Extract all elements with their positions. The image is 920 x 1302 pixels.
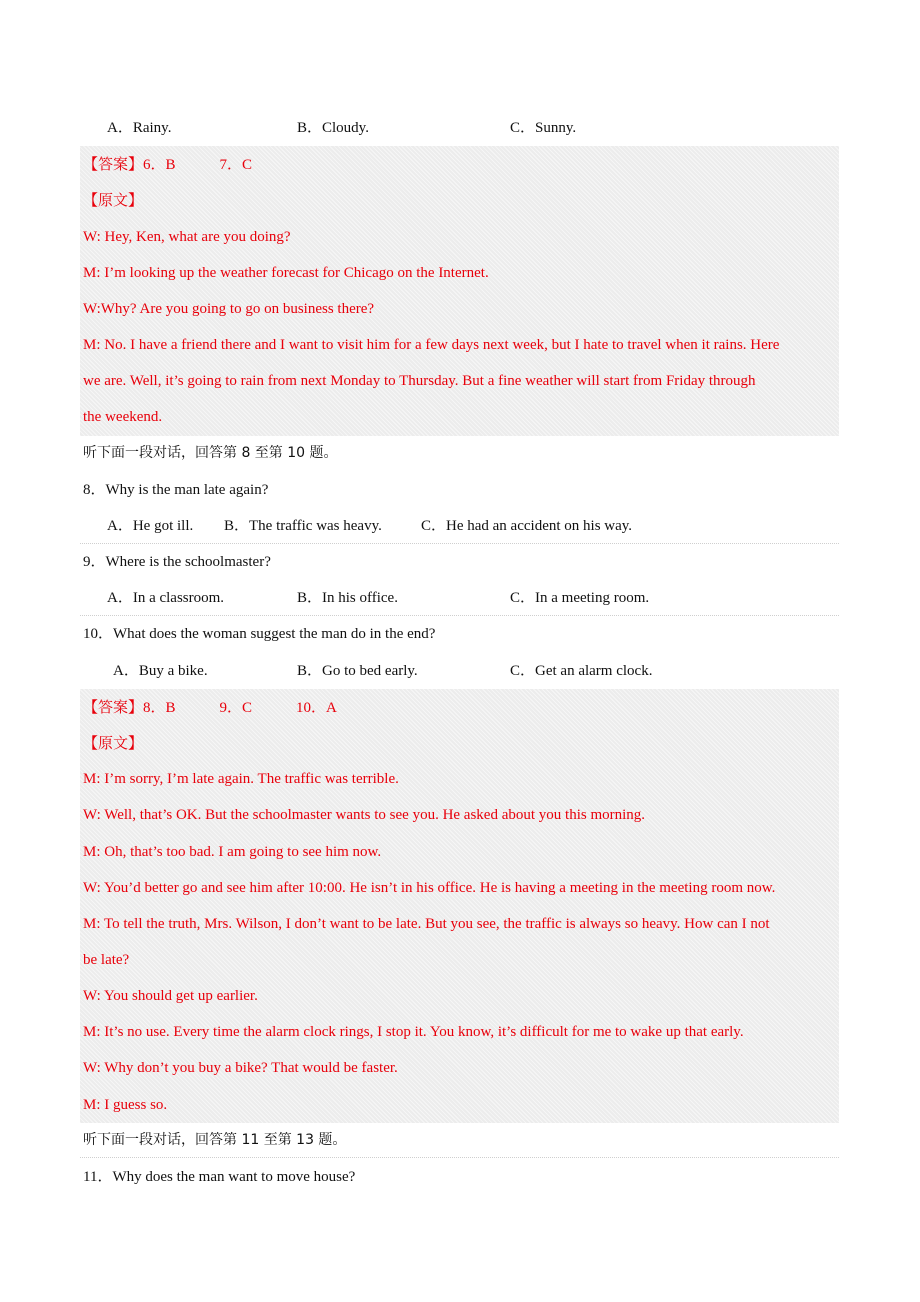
- answer-9: 9．C: [219, 700, 253, 716]
- transcript-line: W: You’d better go and see him after 10:00. He isn’t in his office. He is having a meeting in the meeting room now.: [83, 880, 776, 896]
- transcript-line: M: It’s no use. Every time the alarm clock rings, I stop it. You know, it’s difficult for me to wake up that early.: [83, 1024, 744, 1040]
- question-8: 8．Why is the man late again?: [83, 482, 269, 498]
- transcript-line: W: You should get up earlier.: [83, 988, 258, 1004]
- transcript-line: be late?: [83, 952, 130, 968]
- divider: [80, 615, 839, 616]
- transcript-line: M: I’m sorry, I’m late again. The traffic was terrible.: [83, 771, 399, 787]
- option-c: C．Sunny.: [510, 120, 577, 136]
- answer-line: [83, 697, 337, 718]
- answer-8: 8．B: [143, 700, 176, 716]
- option-a: A．Rainy.: [107, 120, 172, 136]
- answer-10: 10．A: [296, 700, 337, 716]
- option-b: B．The traffic was heavy.: [224, 518, 382, 534]
- transcript-line: W: Hey, Ken, what are you doing?: [83, 229, 291, 245]
- section-instruction: 听下面一段对话，回答第 11 至第 13 题。: [83, 1132, 347, 1148]
- answer-tag: 【答案】: [83, 155, 144, 173]
- answer-tag: 【答案】: [83, 698, 144, 716]
- divider: [80, 1157, 839, 1158]
- transcript-line: M: I’m looking up the weather forecast for Chicago on the Internet.: [83, 265, 489, 281]
- transcript-line: we are. Well, it’s going to rain from next Monday to Thursday. But a fine weather will start from Friday through: [83, 373, 756, 389]
- transcript-line: W: Why don’t you buy a bike? That would be faster.: [83, 1060, 398, 1076]
- question-9: 9．Where is the schoolmaster?: [83, 554, 271, 570]
- answer-7: 7．C: [219, 157, 253, 173]
- answer-line: [83, 154, 252, 175]
- option-b: B．Cloudy.: [297, 120, 369, 136]
- answer-6: 6．B: [143, 157, 176, 173]
- divider: [80, 543, 839, 544]
- section-instruction: 听下面一段对话，回答第 8 至第 10 题。: [83, 445, 338, 461]
- option-a: A．Buy a bike.: [113, 663, 208, 679]
- transcript-line: the weekend.: [83, 409, 163, 425]
- option-c: C．Get an alarm clock.: [510, 663, 653, 679]
- option-c: C．He had an accident on his way.: [421, 518, 633, 534]
- option-a: A．He got ill.: [107, 518, 194, 534]
- question-10: 10．What does the woman suggest the man do in the end?: [83, 626, 436, 642]
- option-c: C．In a meeting room.: [510, 590, 650, 606]
- answer-block-1: [80, 146, 839, 436]
- source-tag: 【原文】: [83, 734, 144, 752]
- transcript-line: W: Well, that’s OK. But the schoolmaster wants to see you. He asked about you this morning.: [83, 807, 646, 823]
- transcript-line: M: Oh, that’s too bad. I am going to see him now.: [83, 844, 382, 860]
- transcript-line: M: No. I have a friend there and I want to visit him for a few days next week, but I hate to travel when it rains. Here: [83, 337, 780, 353]
- option-b: B．Go to bed early.: [297, 663, 418, 679]
- option-b: B．In his office.: [297, 590, 398, 606]
- transcript-line: M: To tell the truth, Mrs. Wilson, I don’t want to be late. But you see, the traffic is always so heavy. How can I not: [83, 916, 770, 932]
- transcript-line: M: I guess so.: [83, 1097, 168, 1113]
- transcript-line: W:Why? Are you going to go on business there?: [83, 301, 375, 317]
- source-tag: 【原文】: [83, 191, 144, 209]
- question-11: 11．Why does the man want to move house?: [83, 1169, 356, 1185]
- option-a: A．In a classroom.: [107, 590, 225, 606]
